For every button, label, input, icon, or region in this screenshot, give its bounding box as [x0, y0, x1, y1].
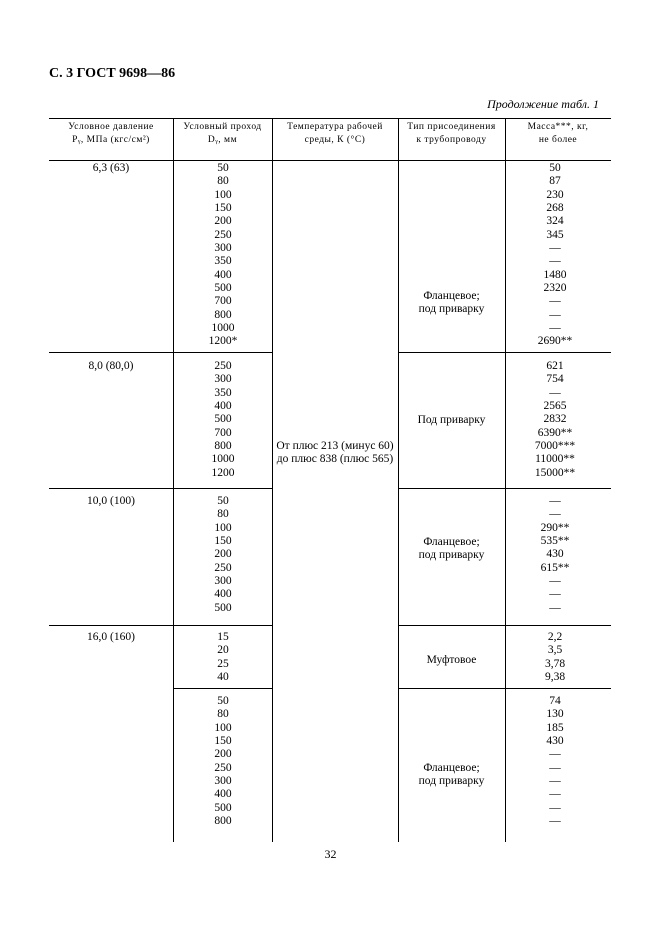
- pressure-cell: 10,0 (100): [87, 495, 135, 507]
- mass-value: —: [549, 788, 561, 801]
- temperature-cell: От плюс 213 (минус 60) до плюс 838 (плюс 565): [276, 440, 394, 466]
- pressure-cell: 16,0 (160): [87, 631, 135, 643]
- header-temperature: Температура рабочей среды, К (°С): [287, 122, 383, 145]
- diameter-list: [198, 162, 248, 349]
- header-connection: Тип присоединения к трубопроводу: [407, 122, 496, 145]
- group-rule: [49, 352, 272, 353]
- connection-cell: Муфтовое: [426, 654, 477, 666]
- diameter-list: [198, 495, 248, 615]
- diameter-value: 350: [214, 255, 232, 268]
- column-rule: [173, 118, 174, 842]
- diameter-value: 50: [217, 695, 229, 707]
- mass-value: 15000**: [534, 466, 576, 479]
- mass-list: [529, 360, 581, 480]
- diameter-value: 20: [217, 644, 229, 657]
- connection-cell: Под приварку: [417, 414, 486, 426]
- mass-value: —: [549, 242, 561, 255]
- diameter-value: 40: [217, 671, 229, 684]
- mass-value: —: [549, 386, 561, 399]
- diameter-value: 800: [214, 815, 232, 828]
- diameter-value: 150: [214, 202, 232, 215]
- diameter-value: 100: [214, 721, 232, 734]
- mass-value: —: [549, 508, 561, 521]
- diameter-value: 1000: [211, 322, 235, 335]
- diameter-value: 1000: [211, 453, 235, 466]
- diameter-value: 700: [214, 426, 232, 439]
- mass-value: —: [549, 601, 561, 614]
- mass-value: 230: [546, 188, 564, 201]
- connection-cell: Фланцевое; под приварку: [418, 762, 485, 788]
- diameter-value: 200: [214, 548, 232, 561]
- diameter-value: 500: [214, 801, 232, 814]
- mass-value: —: [549, 775, 561, 788]
- group-rule: [49, 625, 272, 626]
- mass-value: 430: [546, 735, 564, 748]
- mass-value: 345: [546, 228, 564, 241]
- diameter-value: 80: [217, 175, 229, 188]
- mass-value: —: [549, 255, 561, 268]
- mass-value: 3,5: [547, 644, 563, 657]
- mass-value: 615**: [540, 561, 570, 574]
- mass-list: [529, 162, 581, 349]
- mass-value: 185: [546, 721, 564, 734]
- mass-value: 6390**: [537, 426, 573, 439]
- diameter-value: 500: [214, 413, 232, 426]
- mass-value: 324: [546, 215, 564, 228]
- diameter-value: 250: [214, 228, 232, 241]
- diameter-value: 50: [217, 495, 229, 507]
- group-rule: [49, 488, 272, 489]
- diameter-value: 700: [214, 295, 232, 308]
- pressure-cell: 6,3 (63): [92, 162, 130, 174]
- mass-value: 11000**: [535, 453, 575, 466]
- diameter-value: 350: [214, 386, 232, 399]
- diameter-value: 25: [217, 657, 229, 670]
- mass-value: —: [549, 308, 561, 321]
- diameter-value: 1200*: [208, 335, 238, 348]
- mass-value: —: [549, 495, 561, 507]
- diameter-value: 80: [217, 508, 229, 521]
- header-bottom-rule: [49, 160, 611, 161]
- diameter-list: [198, 631, 248, 684]
- mass-value: 2565: [543, 400, 567, 413]
- mass-value: 621: [546, 360, 564, 372]
- header-pressure: Условное давление Pᵧ, МПа (кгс/см²): [68, 122, 154, 145]
- diameter-value: 1200: [211, 466, 235, 479]
- diameter-value: 800: [214, 440, 232, 453]
- mass-value: —: [549, 322, 561, 335]
- mass-value: —: [549, 295, 561, 308]
- mass-value: 9,38: [544, 671, 566, 684]
- diameter-value: 15: [217, 631, 229, 643]
- mass-value: 87: [549, 175, 561, 188]
- mass-value: —: [549, 575, 561, 588]
- mass-value: 2320: [543, 282, 567, 295]
- mass-list: [529, 495, 581, 615]
- connection-cell: Фланцевое; под приварку: [418, 536, 485, 562]
- mass-value: 7000***: [534, 440, 576, 453]
- page-header: С. 3 ГОСТ 9698—86: [49, 66, 176, 81]
- diameter-list: [198, 695, 248, 828]
- mass-list: [529, 631, 581, 684]
- mass-value: —: [549, 801, 561, 814]
- diameter-value: 250: [214, 360, 232, 372]
- diameter-value: 100: [214, 521, 232, 534]
- diameter-value: 300: [214, 775, 232, 788]
- mass-value: 268: [546, 202, 564, 215]
- mass-value: —: [549, 588, 561, 601]
- diameter-value: 200: [214, 748, 232, 761]
- diameter-value: 150: [214, 735, 232, 748]
- mass-list: [529, 695, 581, 828]
- specification-table: [49, 118, 611, 842]
- diameter-value: 800: [214, 308, 232, 321]
- column-rule: [398, 118, 399, 842]
- mass-value: 74: [549, 695, 561, 707]
- mass-value: 2832: [543, 413, 567, 426]
- mass-value: 535**: [540, 535, 570, 548]
- diameter-list: [198, 360, 248, 480]
- mass-value: —: [549, 815, 561, 828]
- mass-value: 754: [546, 373, 564, 386]
- diameter-value: 400: [214, 788, 232, 801]
- diameter-value: 80: [217, 708, 229, 721]
- mass-value: 290**: [540, 521, 570, 534]
- diameter-value: 300: [214, 575, 232, 588]
- table-top-rule: [49, 118, 611, 119]
- connection-cell: Фланцевое; под приварку: [418, 290, 485, 316]
- diameter-value: 400: [214, 588, 232, 601]
- diameter-value: 200: [214, 215, 232, 228]
- diameter-value: 50: [217, 162, 229, 174]
- mass-value: —: [549, 748, 561, 761]
- column-rule: [505, 118, 506, 842]
- diameter-value: 400: [214, 268, 232, 281]
- mass-value: 430: [546, 548, 564, 561]
- mass-value: 2690**: [537, 335, 573, 348]
- header-diameter: Условный проход Dᵧ, мм: [183, 122, 262, 145]
- mass-value: 50: [549, 162, 561, 174]
- diameter-value: 500: [214, 282, 232, 295]
- mass-value: 130: [546, 708, 564, 721]
- diameter-value: 300: [214, 242, 232, 255]
- mass-value: 1480: [543, 268, 567, 281]
- diameter-value: 400: [214, 400, 232, 413]
- pressure-cell: 8,0 (80,0): [88, 360, 134, 372]
- page-number: 32: [324, 847, 337, 861]
- diameter-value: 300: [214, 373, 232, 386]
- diameter-value: 250: [214, 761, 232, 774]
- diameter-value: 150: [214, 535, 232, 548]
- diameter-value: 500: [214, 601, 232, 614]
- column-rule: [272, 118, 273, 842]
- diameter-value: 100: [214, 188, 232, 201]
- mass-value: 3,78: [544, 657, 566, 670]
- mass-value: 2,2: [547, 631, 563, 643]
- header-mass: Масса***, кг, не более: [527, 122, 589, 145]
- diameter-value: 250: [214, 561, 232, 574]
- mass-value: —: [549, 761, 561, 774]
- continuation-label: Продолжение табл. 1: [487, 97, 599, 111]
- group-rule: [173, 688, 272, 689]
